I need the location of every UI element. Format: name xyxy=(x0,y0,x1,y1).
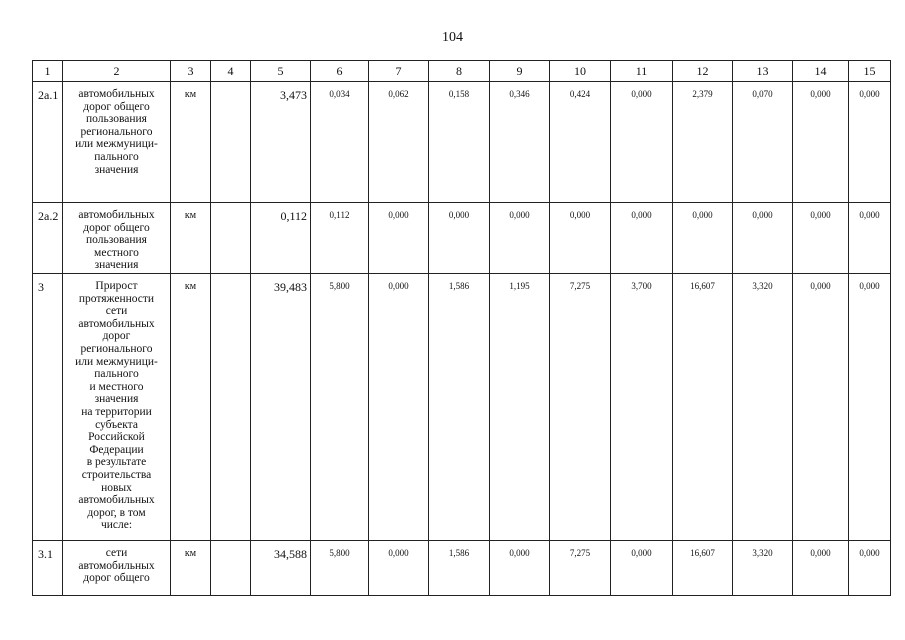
row-number: 2а.2 xyxy=(33,203,63,274)
value-cell: 0,000 xyxy=(793,541,849,596)
value-cell: 0,346 xyxy=(490,82,550,203)
column-header: 3 xyxy=(171,61,211,82)
page-number: 104 xyxy=(442,30,463,45)
empty-cell xyxy=(211,203,251,274)
total-cell: 34,588 xyxy=(251,541,311,596)
value-cell: 0,112 xyxy=(311,203,369,274)
value-cell: 0,000 xyxy=(490,541,550,596)
value-cell: 0,070 xyxy=(733,82,793,203)
value-cell: 1,586 xyxy=(429,274,490,541)
column-header: 13 xyxy=(733,61,793,82)
column-header: 1 xyxy=(33,61,63,82)
value-cell: 0,000 xyxy=(611,82,673,203)
value-cell: 0,000 xyxy=(849,541,891,596)
indicator-name: автомобильных дорог общего пользования местного значения xyxy=(63,203,171,274)
value-cell: 3,700 xyxy=(611,274,673,541)
value-cell: 0,000 xyxy=(849,203,891,274)
total-cell: 3,473 xyxy=(251,82,311,203)
table-row xyxy=(33,274,891,541)
column-header: 10 xyxy=(550,61,611,82)
indicator-name: Прирост протяженности сети автомобильных дорог регионального или межмуници- пального и местного значения на территории субъекта Российской Федерации в результате строительства новых автомобильных дорог, в том числе: xyxy=(63,274,171,541)
unit-cell: км xyxy=(171,82,211,203)
indicator-name: сети автомобильных дорог общего xyxy=(63,541,171,596)
column-header: 2 xyxy=(63,61,171,82)
value-cell: 0,000 xyxy=(849,274,891,541)
column-header: 12 xyxy=(673,61,733,82)
column-header: 4 xyxy=(211,61,251,82)
value-cell: 0,000 xyxy=(429,203,490,274)
value-cell: 0,000 xyxy=(490,203,550,274)
unit-cell: км xyxy=(171,203,211,274)
value-cell: 0,000 xyxy=(793,82,849,203)
row-number: 3.1 xyxy=(33,541,63,596)
column-header: 14 xyxy=(793,61,849,82)
value-cell: 2,379 xyxy=(673,82,733,203)
total-cell: 39,483 xyxy=(251,274,311,541)
row-number: 3 xyxy=(33,274,63,541)
value-cell: 5,800 xyxy=(311,541,369,596)
value-cell: 0,000 xyxy=(793,203,849,274)
unit-cell: км xyxy=(171,541,211,596)
value-cell: 16,607 xyxy=(673,541,733,596)
value-cell: 0,000 xyxy=(369,274,429,541)
empty-cell xyxy=(211,274,251,541)
row-number: 2а.1 xyxy=(33,82,63,203)
value-cell: 0,000 xyxy=(733,203,793,274)
value-cell: 1,586 xyxy=(429,541,490,596)
empty-cell xyxy=(211,82,251,203)
column-header: 11 xyxy=(611,61,673,82)
value-cell: 3,320 xyxy=(733,274,793,541)
value-cell: 0,000 xyxy=(369,541,429,596)
value-cell: 0,000 xyxy=(849,82,891,203)
column-header: 9 xyxy=(490,61,550,82)
value-cell: 3,320 xyxy=(733,541,793,596)
column-header: 8 xyxy=(429,61,490,82)
header-row xyxy=(33,61,891,82)
column-header: 15 xyxy=(849,61,891,82)
value-cell: 0,062 xyxy=(369,82,429,203)
value-cell: 0,000 xyxy=(611,203,673,274)
value-cell: 0,034 xyxy=(311,82,369,203)
table-row xyxy=(33,541,891,596)
total-cell: 0,112 xyxy=(251,203,311,274)
table-row xyxy=(33,82,891,203)
value-cell: 7,275 xyxy=(550,274,611,541)
value-cell: 0,000 xyxy=(550,203,611,274)
data-table xyxy=(32,60,891,596)
value-cell: 16,607 xyxy=(673,274,733,541)
value-cell: 0,158 xyxy=(429,82,490,203)
indicator-name: автомобильных дорог общего пользования регионального или межмуници- пального значения xyxy=(63,82,171,203)
column-header: 7 xyxy=(369,61,429,82)
value-cell: 0,000 xyxy=(369,203,429,274)
column-header: 5 xyxy=(251,61,311,82)
value-cell: 1,195 xyxy=(490,274,550,541)
value-cell: 0,000 xyxy=(793,274,849,541)
empty-cell xyxy=(211,541,251,596)
value-cell: 0,424 xyxy=(550,82,611,203)
column-header: 6 xyxy=(311,61,369,82)
value-cell: 0,000 xyxy=(611,541,673,596)
value-cell: 7,275 xyxy=(550,541,611,596)
unit-cell: км xyxy=(171,274,211,541)
value-cell: 5,800 xyxy=(311,274,369,541)
table-row xyxy=(33,203,891,274)
value-cell: 0,000 xyxy=(673,203,733,274)
